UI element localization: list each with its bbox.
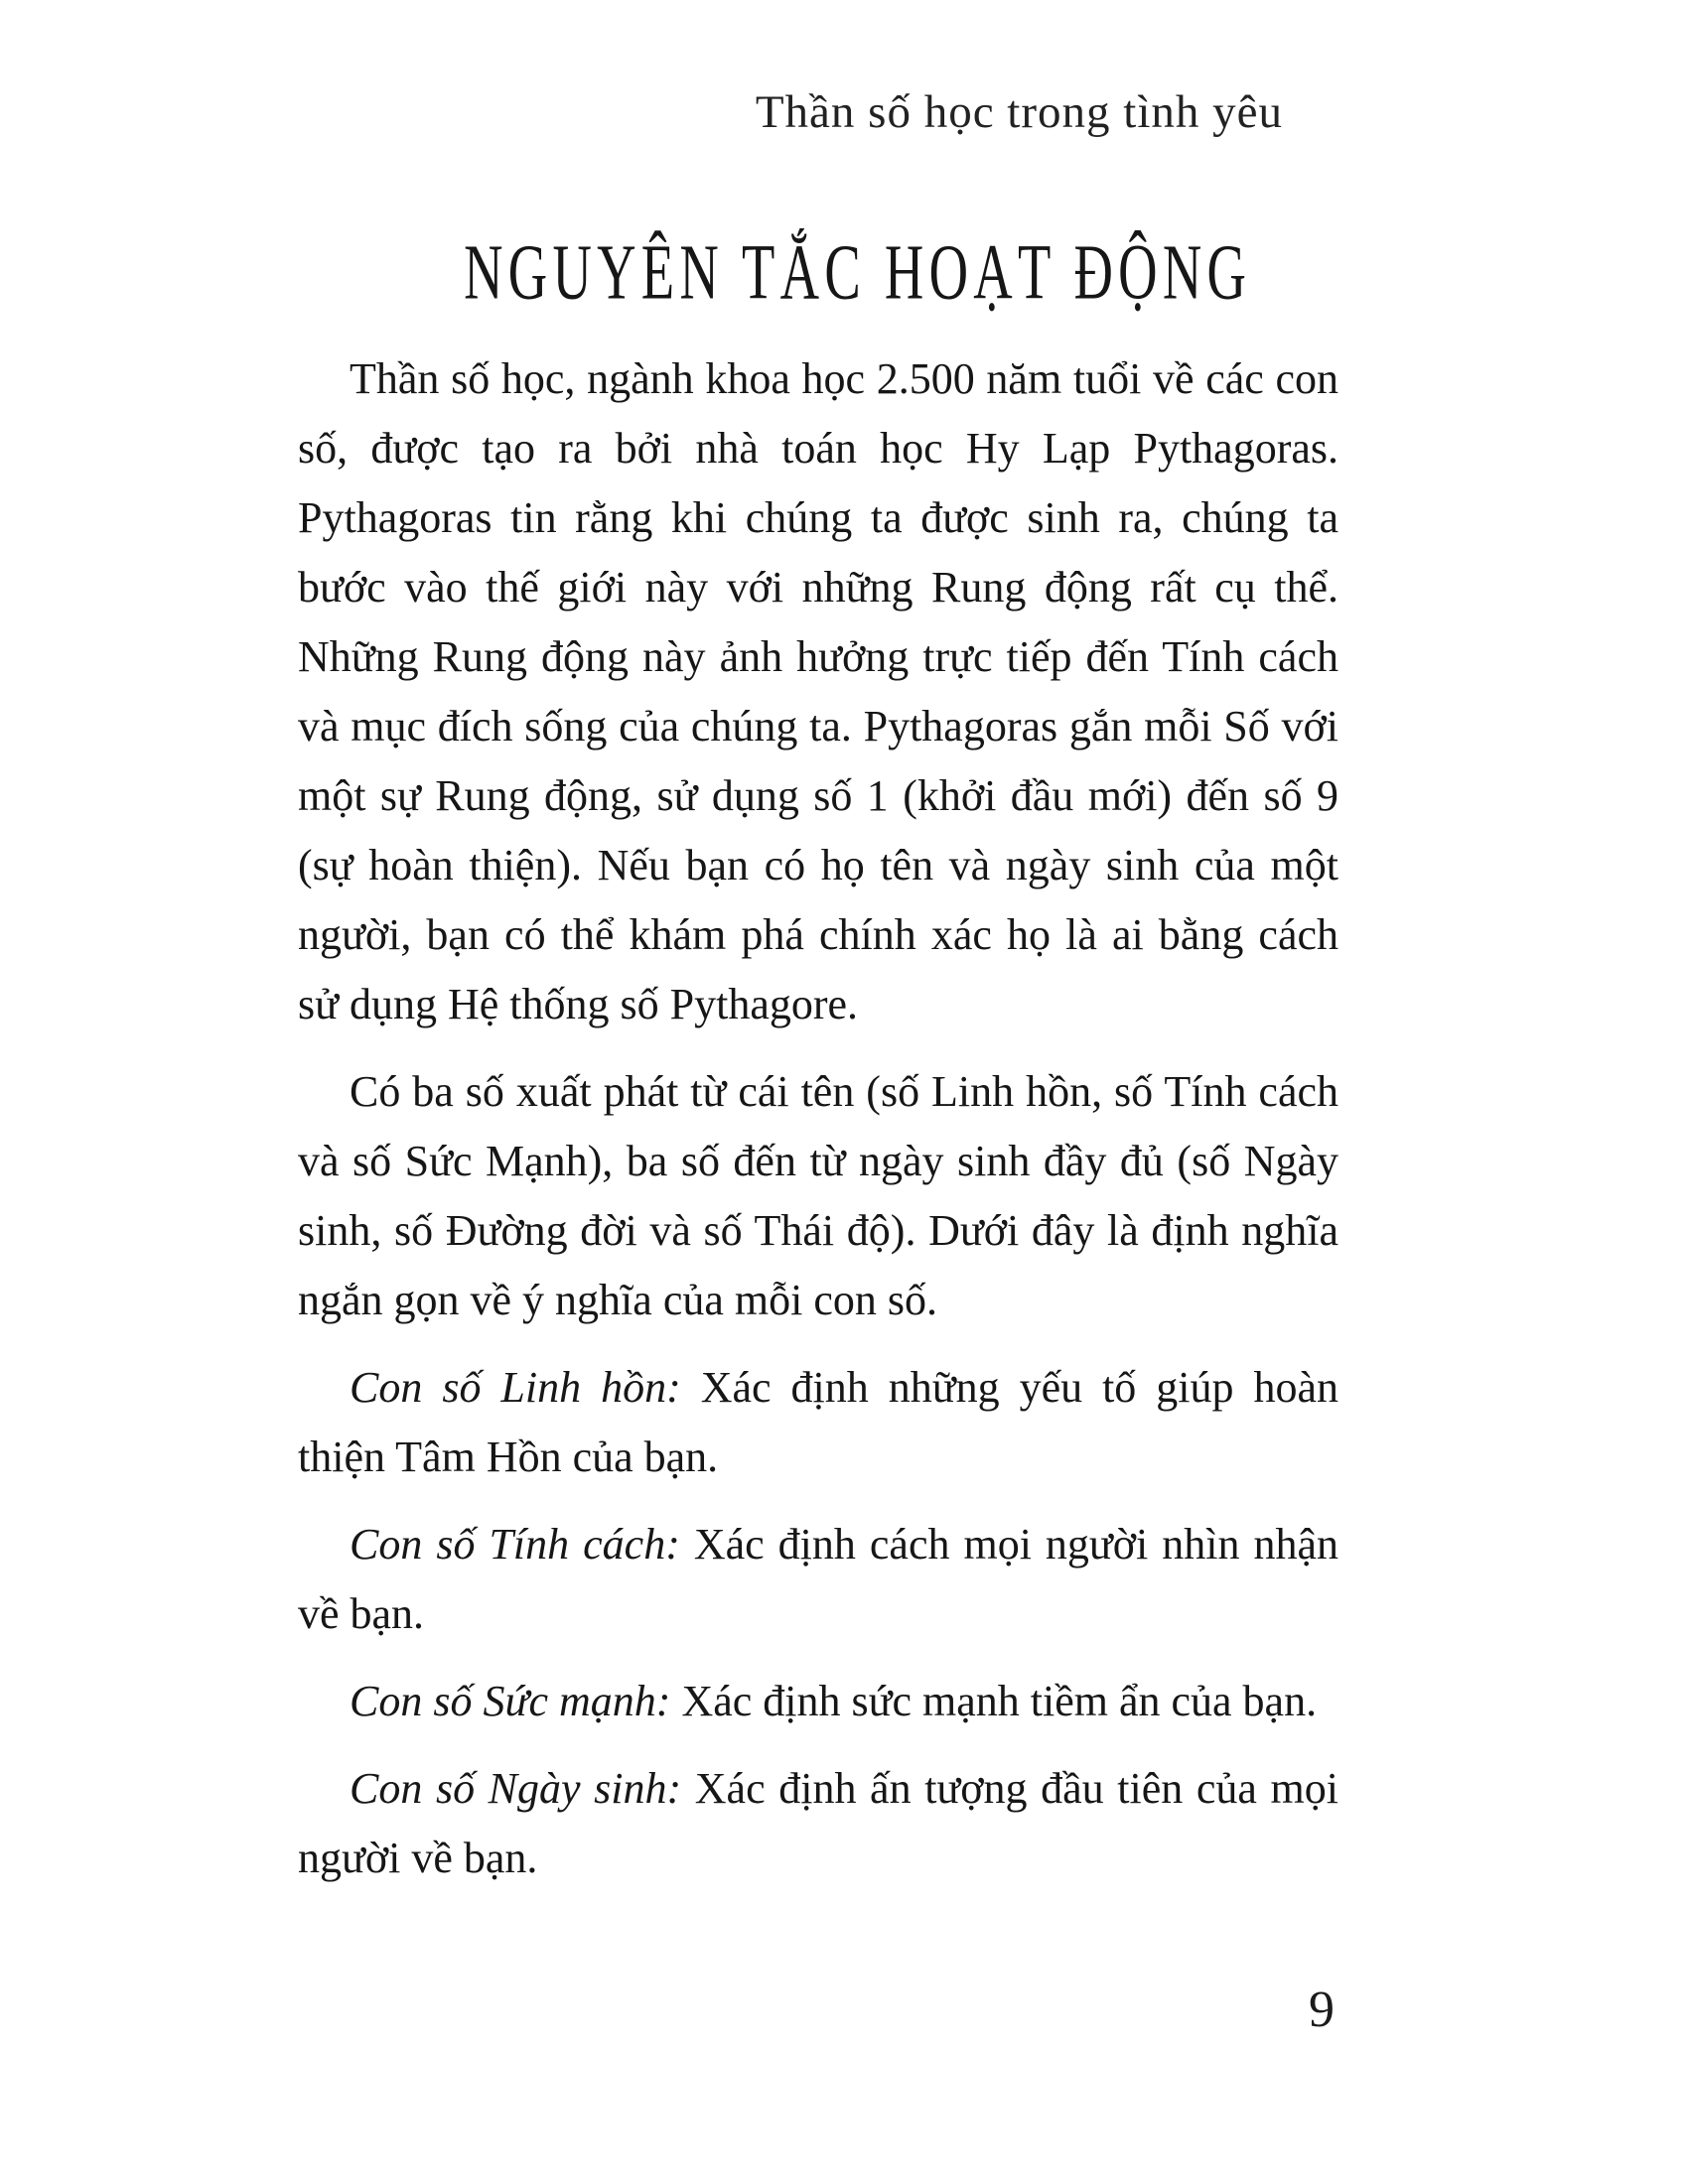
paragraph-intro: Thần số học, ngành khoa học 2.500 năm tuổi về các con số, được tạo ra bởi nhà toán học Hy Lạp Pythagoras. Pythagoras tin rằng khi chúng ta được sinh ra, chúng ta bước vào thế giới này với những Rung động rất cụ thể. Những Rung động này ảnh hưởng trực tiếp đến Tính cách và mục đích sống của chúng ta. Pythagoras gắn mỗi Số với một sự Rung động, sử dụng số 1 (khởi đầu mới) đến số 9 (sự hoàn thiện). Nếu bạn có họ tên và ngày sinh của một người, bạn có thể khám phá chính xác họ là ai bằng cách sử dụng Hệ thống số Pythagore.: [298, 354, 1338, 1028]
page-title-text: NGUYÊN TẮC HOẠT ĐỘNG: [464, 229, 1252, 317]
definition-personality-number: [298, 1510, 1338, 1649]
definition-term: Con số Sức mạnh:: [350, 1677, 671, 1725]
page-title: [338, 229, 1378, 317]
definition-soul-number: [298, 1353, 1338, 1492]
definition-desc: Xác định những yếu tố giúp hoàn thiện Tâm Hồn của bạn.: [298, 1363, 1338, 1481]
definition-term: Con số Ngày sinh:: [350, 1764, 682, 1813]
page-content: [298, 0, 1338, 1893]
definition-term: Con số Linh hồn:: [350, 1363, 681, 1412]
definition-term: Con số Tính cách:: [350, 1520, 680, 1569]
paragraph-three-numbers: Có ba số xuất phát từ cái tên (số Linh hồn, số Tính cách và số Sức Mạnh), ba số đến từ ngày sinh đầy đủ (số Ngày sinh, số Đường đời và số Thái độ). Dưới đây là định nghĩa ngắn gọn về ý nghĩa của mỗi con số.: [298, 1067, 1338, 1324]
definition-desc: Xác định sức mạnh tiềm ẩn của bạn.: [681, 1677, 1318, 1725]
definition-desc: Xác định ấn tượng đầu tiên của mọi người về bạn.: [298, 1764, 1338, 1882]
page-number: 9: [1309, 1981, 1335, 2038]
definition-desc: Xác định cách mọi người nhìn nhận về bạn.: [298, 1520, 1338, 1638]
running-header: Thần số học trong tình yêu: [755, 86, 1283, 138]
definition-birthday-number: [298, 1754, 1338, 1893]
definition-power-number: [298, 1667, 1338, 1736]
